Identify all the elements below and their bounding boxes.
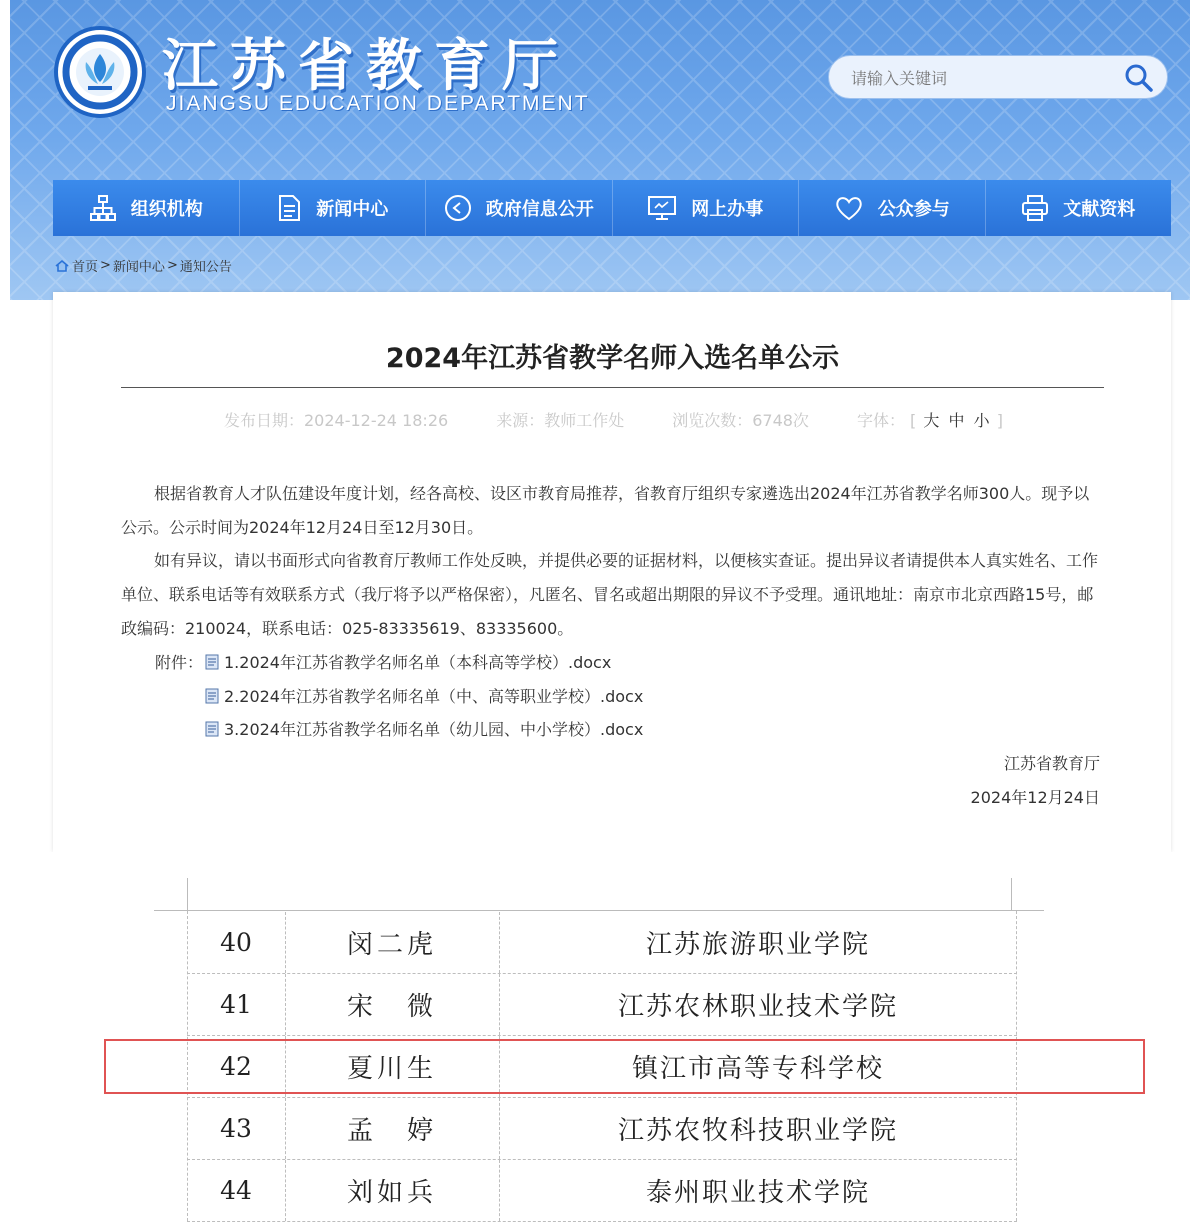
teacher-name: 闵二虎 [346,930,437,960]
search-icon [1123,62,1155,94]
nav-item-gov-info[interactable] [426,180,613,236]
site-header [10,0,1190,300]
word-file-icon [204,654,220,670]
breadcrumb-home[interactable]: 首页 [72,260,99,275]
breadcrumb-separator: > [166,258,178,273]
school-name: 镇江市高等专科学校 [631,1054,884,1084]
monitor-icon [647,194,677,222]
font-bracket: ] [996,411,1003,430]
row-number: 44 [220,1176,252,1205]
school-name: 泰州职业技术学院 [645,1178,870,1208]
breadcrumb-news[interactable]: 新闻中心 [112,260,165,275]
teacher-name: 刘如兵 [346,1178,437,1208]
nav-item-org[interactable] [53,180,240,236]
font-large-button[interactable]: 大 [923,411,940,430]
article-paragraph-1: 根据省教育人才队伍建设年度计划，经各高校、设区市教育局推荐，省教育厅组织专家遴选出2024年江苏省教学名师300人。现予以公示。公示时间为2024年12月24日至12月30日。 [121,484,1090,537]
site-subtitle: JIANGSU EDUCATION DEPARTMENT [166,92,590,115]
font-medium-button[interactable]: 中 [948,411,965,430]
nav-item-docs[interactable] [986,180,1172,236]
nav-label-gov-info: 政府信息公开 [485,199,594,220]
article-meta [224,408,1003,431]
row-number: 43 [220,1114,252,1143]
table-border [187,878,188,911]
article-source: 来源：教师工作处 [496,411,625,430]
article-paragraph-2: 如有异议，请以书面形式向省教育厅教师工作处反映，并提供必要的证据材料，以便核实查证。提出异议者请提供本人真实姓名、工作单位、联系电话等有效联系方式（我厅将予以严格保密），凡匿名、冒名或超出期限的异议不予受理。通讯地址：南京市北京西路15号，邮政编码：210024，联系电话：025-83335619、83335600。 [121,551,1099,638]
title-divider [121,387,1104,388]
site-title: 江苏省教育厅 [162,33,570,99]
breadcrumb-current[interactable]: 通知公告 [179,260,232,275]
attachment-label: 附件： [155,653,204,672]
article-title: 2024年江苏省教学名师入选名单公示 [385,343,840,374]
word-file-icon [204,721,220,737]
attachment-name: 2.2024年江苏省教学名师名单（中、高等职业学校）.docx [224,687,644,706]
font-size-label: 字体： [856,411,905,430]
publish-date: 发布日期：2024-12-24 18:26 [224,411,449,430]
font-small-button[interactable]: 小 [973,411,990,430]
font-bracket: [ [910,411,917,430]
site-logo[interactable] [54,26,146,118]
table-row [187,974,1017,1036]
row-number: 40 [220,928,252,957]
row-number: 41 [220,990,252,1019]
search-input[interactable] [849,65,1103,91]
table-border [1011,878,1012,911]
nav-item-news[interactable] [240,180,427,236]
attachment-link-1[interactable] [204,650,611,673]
printer-icon [1021,194,1049,222]
main-nav [53,180,1171,236]
table-top-border [154,910,1044,911]
table-row [187,1098,1017,1160]
home-icon [54,259,70,273]
nav-label-org: 组织机构 [130,199,203,220]
table-row [187,912,1017,974]
school-name: 江苏农牧科技职业学院 [617,1116,898,1146]
nav-label-public: 公众参与 [877,199,950,220]
signature-date: 2024年12月24日 [970,788,1100,807]
word-file-icon [204,688,220,704]
signature-org: 江苏省教育厅 [1003,754,1100,773]
nav-label-docs: 文献资料 [1063,199,1136,220]
attachment-link-2[interactable] [204,684,643,707]
heart-icon [834,194,864,222]
nav-item-online[interactable] [613,180,800,236]
school-name: 江苏农林职业技术学院 [617,992,898,1022]
table-row [187,1160,1017,1222]
document-icon [276,194,302,222]
attachment-name: 1.2024年江苏省教学名师名单（本科高等学校）.docx [224,653,612,672]
nav-label-online: 网上办事 [691,199,764,220]
row-number: 42 [220,1052,252,1081]
attachment-name: 3.2024年江苏省教学名师名单（幼儿园、中小学校）.docx [224,720,644,739]
attachment-link-3[interactable] [204,717,643,740]
play-circle-icon [444,194,472,222]
nav-item-public[interactable] [799,180,986,236]
search-button[interactable] [1123,62,1155,94]
highlight-box [104,1039,1145,1094]
teacher-name: 夏川生 [346,1054,437,1084]
teacher-name: 孟 婷 [346,1116,437,1146]
logo-emblem-icon [58,30,142,114]
breadcrumb [54,256,232,275]
school-name: 江苏旅游职业学院 [645,930,870,960]
nav-label-news: 新闻中心 [316,199,389,220]
font-size-switcher [857,408,1003,431]
org-chart-icon [89,194,117,222]
breadcrumb-separator: > [100,258,111,273]
view-count: 浏览次数：6748次 [672,411,809,430]
search-box [828,55,1168,99]
teacher-name: 宋 微 [346,992,437,1022]
